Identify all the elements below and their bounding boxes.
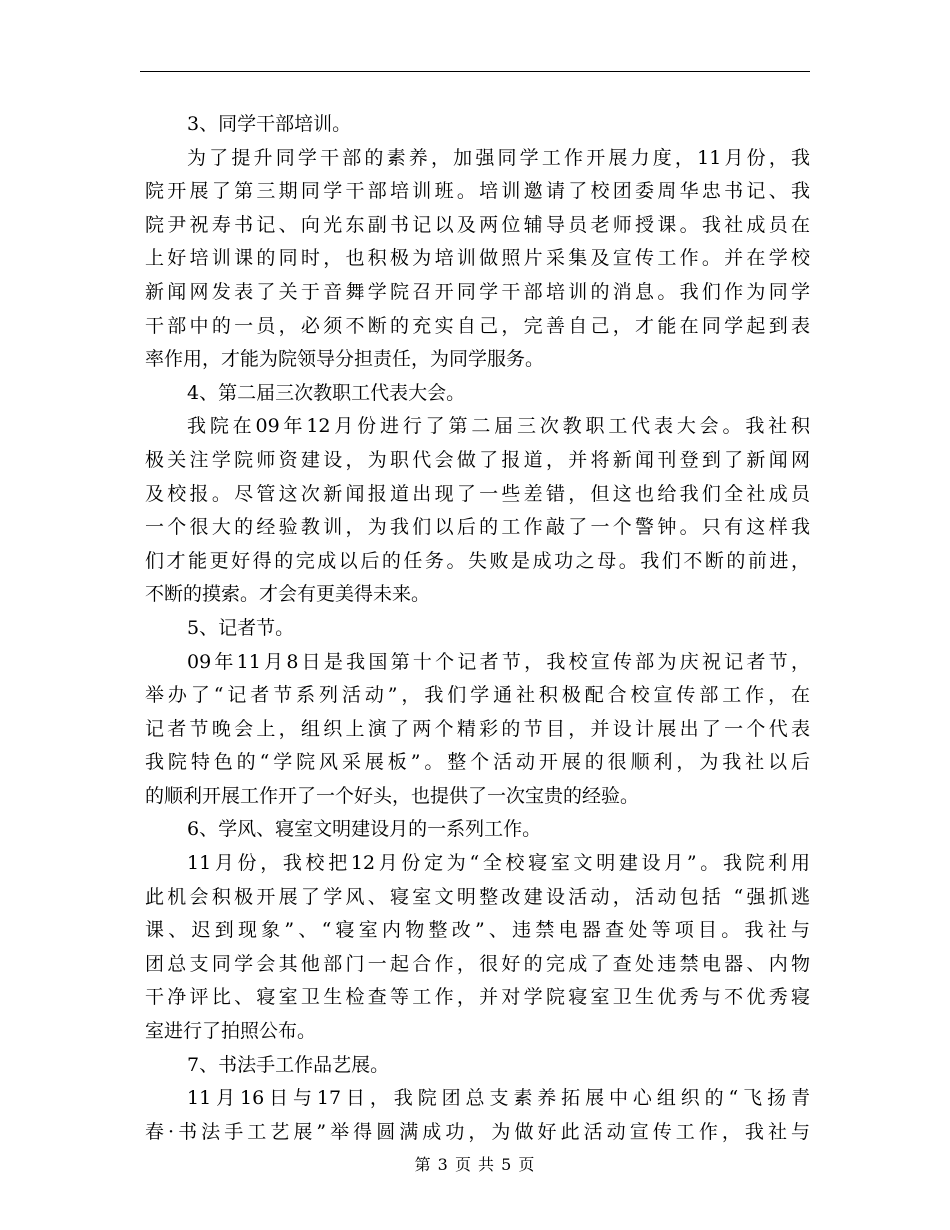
text-line: 一个很大的经验教训，为我们以后的工作敲了一个警钟。只有这样我 xyxy=(145,516,810,539)
text-line: 我院在09年12月份进行了第二届三次教职工代表大会。我社积 xyxy=(187,415,810,438)
text-line: 此机会积极开展了学风、寝室文明整改建设活动，活动包括 “强抓逃 xyxy=(145,885,810,908)
text-line: 春·书法手工艺展”举得圆满成功，为做好此活动宣传工作，我社与 xyxy=(145,1120,810,1143)
text-line: 率作用，才能为院领导分担责任，为同学服务。 xyxy=(145,348,545,371)
text-line: 11月份，我校把12月份定为“全校寝室文明建设月”。我院利用 xyxy=(187,852,810,875)
text-line: 的顺利开展工作开了一个好头，也提供了一次宝贵的经验。 xyxy=(145,784,640,807)
text-line: 上好培训课的同时，也积极为培训做照片采集及宣传工作。并在学校 xyxy=(145,247,810,270)
text-line: 干部中的一员，必须不断的充实自己，完善自己，才能在同学起到表 xyxy=(145,314,810,337)
text-line: 院尹祝寿书记、向光东副书记以及两位辅导员老师授课。我社成员在 xyxy=(145,213,810,236)
body-text xyxy=(145,108,810,1149)
text-line: 新闻网发表了关于音舞学院召开同学干部培训的消息。我们作为同学 xyxy=(145,280,810,303)
page-number: 第 3 页 共 5 页 xyxy=(414,1155,536,1174)
text-line: 干净评比、寝室卫生检查等工作，并对学院寝室卫生优秀与不优秀寝 xyxy=(145,986,810,1009)
text-line: 院开展了第三期同学干部培训班。培训邀请了校团委周华忠书记、我 xyxy=(145,180,810,203)
text-line: 及校报。尽管这次新闻报道出现了一些差错，但这也给我们全社成员 xyxy=(145,482,810,505)
text-line: 课、迟到现象”、“寝室内物整改”、违禁电器查处等项目。我社与 xyxy=(145,919,810,942)
text-line: 记者节晚会上，组织上演了两个精彩的节目，并设计展出了一个代表 xyxy=(145,717,810,740)
text-line: 3、同学干部培训。 xyxy=(187,113,352,135)
header-rule xyxy=(140,71,810,72)
text-line: 7、书法手工作品艺展。 xyxy=(187,1053,390,1076)
text-line: 6、学风、寝室文明建设月的一系列工作。 xyxy=(187,818,542,841)
text-line: 举办了“记者节系列活动”，我们学通社积极配合校宣传部工作，在 xyxy=(145,684,810,707)
text-line: 团总支同学会其他部门一起合作，很好的完成了查处违禁电器、内物 xyxy=(145,952,810,975)
text-line: 不断的摸索。才会有更美得未来。 xyxy=(145,583,431,606)
text-line: 4、第二届三次教职工代表大会。 xyxy=(187,381,466,404)
text-line: 我院特色的“学院风采展板”。整个活动开展的很顺利，为我社以后 xyxy=(145,751,810,774)
text-line: 09年11月8日是我国第十个记者节，我校宣传部为庆祝记者节， xyxy=(187,650,810,673)
text-line: 们才能更好得的完成以后的任务。失败是成功之母。我们不断的前进， xyxy=(145,549,810,572)
text-line: 11月16日与17日，我院团总支素养拓展中心组织的“飞扬青 xyxy=(187,1087,810,1110)
text-line: 为了提升同学干部的素养，加强同学工作开展力度，11月份，我 xyxy=(187,146,810,169)
text-line: 室进行了拍照公布。 xyxy=(145,1020,317,1043)
text-line: 极关注学院师资建设，为职代会做了报道，并将新闻刊登到了新闻网 xyxy=(145,448,810,471)
text-line: 5、记者节。 xyxy=(187,616,295,639)
